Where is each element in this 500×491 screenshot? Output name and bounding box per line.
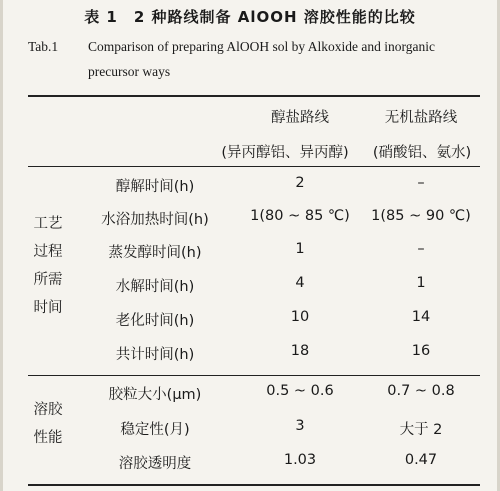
cell-alkoxide: 1(80 ~ 85 ℃) <box>250 208 350 224</box>
cell-inorganic: 14 <box>411 309 431 325</box>
row-label: 蒸发醇时间(h) <box>108 245 202 261</box>
row-label: 共计时间(h) <box>115 347 195 363</box>
table-top-rule <box>28 95 480 97</box>
process-group-line: 工艺 <box>33 216 63 232</box>
cell-inorganic: – <box>417 241 425 257</box>
row-label: 胶粒大小(μm) <box>108 387 202 403</box>
cell-inorganic: 1(85 ~ 90 ℃) <box>371 208 471 224</box>
cell-inorganic: – <box>417 175 425 191</box>
cell-alkoxide: 1.03 <box>283 452 317 468</box>
header-bottom-rule <box>28 166 480 167</box>
group-label-sol-properties <box>28 396 68 452</box>
cell-alkoxide: 10 <box>290 309 310 325</box>
table-number-en: Tab.1 <box>28 39 59 54</box>
row-label: 水解时间(h) <box>115 279 195 295</box>
sol-group-line: 溶胶 <box>33 402 63 418</box>
group-label-process-time <box>28 210 68 322</box>
cell-inorganic: 0.7 ~ 0.8 <box>387 383 455 399</box>
table-caption-cn: 表 1 2 种路线制备 AlOOH 溶胶性能的比较 <box>84 8 416 26</box>
cell-alkoxide: 4 <box>295 275 305 291</box>
row-label: 水浴加热时间(h) <box>101 212 209 228</box>
cell-inorganic: 0.47 <box>404 452 438 468</box>
table-bottom-rule <box>28 484 480 486</box>
cell-inorganic: 大于 2 <box>399 422 443 438</box>
column-subheader-alkoxide: (异丙醇铝、异丙醇) <box>221 145 349 161</box>
cell-alkoxide: 2 <box>295 175 305 191</box>
column-header-alkoxide: 醇盐路线 <box>271 110 329 126</box>
row-label: 溶胶透明度 <box>118 456 192 472</box>
cell-alkoxide: 1 <box>295 241 305 257</box>
row-label: 老化时间(h) <box>115 313 195 329</box>
caption-en-line1: Comparison of preparing AlOOH sol by Alkoxide and inorganic <box>88 39 435 54</box>
cell-alkoxide: 0.5 ~ 0.6 <box>266 383 334 399</box>
column-subheader-inorganic: (硝酸铝、氨水) <box>372 145 472 161</box>
cell-inorganic: 16 <box>411 343 431 359</box>
row-label: 稳定性(月) <box>120 422 190 438</box>
cell-alkoxide: 3 <box>295 418 305 434</box>
process-group-line: 时间 <box>33 300 63 316</box>
sol-group-line: 性能 <box>33 430 63 446</box>
cell-alkoxide: 18 <box>290 343 310 359</box>
process-group-line: 过程 <box>33 244 63 260</box>
row-label: 醇解时间(h) <box>115 179 195 195</box>
table-caption-en <box>28 34 478 84</box>
caption-en-line2: precursor ways <box>88 64 171 79</box>
cell-inorganic: 1 <box>416 275 426 291</box>
section-divider-rule <box>28 375 480 376</box>
column-header-inorganic: 无机盐路线 <box>384 110 458 126</box>
process-group-line: 所需 <box>33 272 63 288</box>
